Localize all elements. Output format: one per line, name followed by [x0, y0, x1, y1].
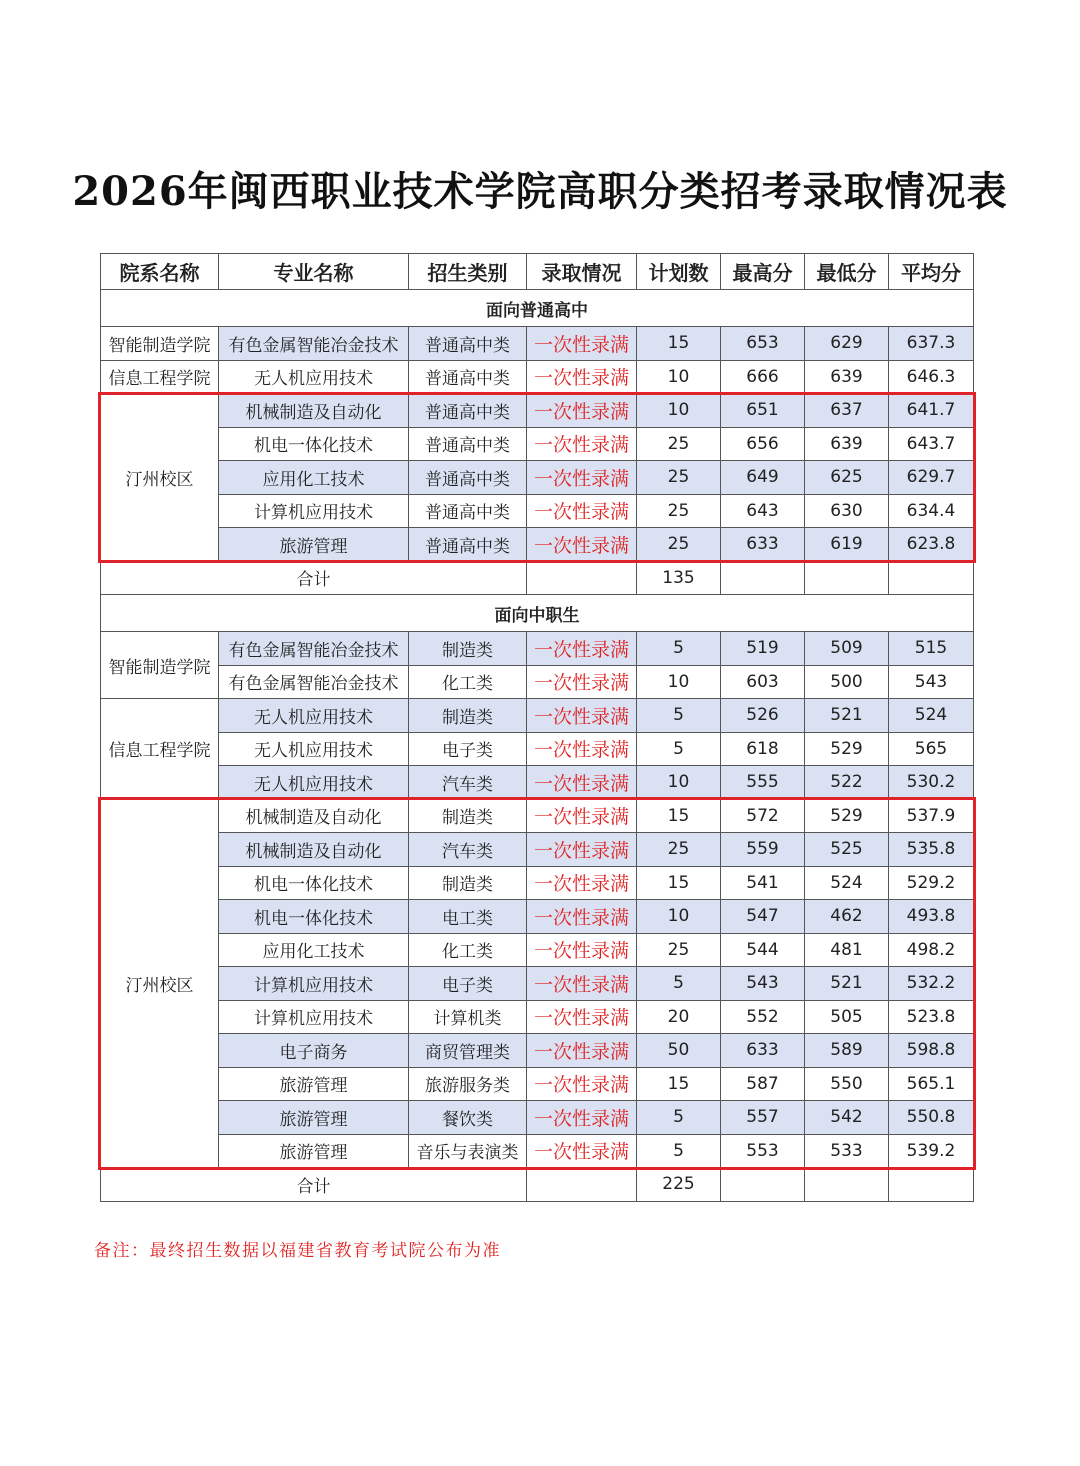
avg-score-cell: 637.3: [889, 327, 974, 361]
major-cell: 有色金属智能冶金技术: [219, 327, 409, 361]
max-score-cell: 603: [721, 665, 805, 699]
major-cell: 旅游管理: [219, 1101, 409, 1135]
status-cell: 一次性录满: [527, 799, 637, 833]
max-score-cell: 651: [721, 394, 805, 428]
category-cell: 制造类: [409, 632, 527, 666]
table-row: [101, 1134, 974, 1168]
plan-cell: 10: [637, 900, 721, 934]
table-row: [101, 327, 974, 361]
min-score-cell: 481: [805, 933, 889, 967]
major-cell: 计算机应用技术: [219, 967, 409, 1001]
table-row: [101, 699, 974, 733]
table-row: [101, 967, 974, 1001]
max-score-cell: 666: [721, 360, 805, 394]
max-score-cell: 547: [721, 900, 805, 934]
total-empty-cell: [805, 1168, 889, 1202]
plan-cell: 25: [637, 427, 721, 461]
status-cell: 一次性录满: [527, 833, 637, 867]
min-score-cell: 639: [805, 360, 889, 394]
major-cell: 计算机应用技术: [219, 1000, 409, 1034]
max-score-cell: 519: [721, 632, 805, 666]
avg-score-cell: 529.2: [889, 866, 974, 900]
admission-table: [100, 253, 974, 1202]
status-cell: 一次性录满: [527, 900, 637, 934]
avg-score-cell: 498.2: [889, 933, 974, 967]
table-row: [101, 1000, 974, 1034]
min-score-cell: 529: [805, 799, 889, 833]
footnote: 备注：最终招生数据以福建省教育考试院公布为准: [94, 1241, 501, 1261]
table-row: [101, 766, 974, 800]
header-max: 最高分: [721, 254, 805, 290]
status-cell: 一次性录满: [527, 1134, 637, 1168]
table-row: [101, 900, 974, 934]
college-cell: 智能制造学院: [101, 632, 219, 699]
category-cell: 餐饮类: [409, 1101, 527, 1135]
plan-cell: 15: [637, 327, 721, 361]
avg-score-cell: 537.9: [889, 799, 974, 833]
category-cell: 汽车类: [409, 833, 527, 867]
category-cell: 普通高中类: [409, 327, 527, 361]
major-cell: 电子商务: [219, 1034, 409, 1068]
category-cell: 制造类: [409, 866, 527, 900]
status-cell: 一次性录满: [527, 360, 637, 394]
status-cell: 一次性录满: [527, 427, 637, 461]
total-empty-cell: [889, 1168, 974, 1202]
status-cell: 一次性录满: [527, 1000, 637, 1034]
total-label: 合计: [101, 561, 527, 595]
major-cell: 应用化工技术: [219, 933, 409, 967]
header-status: 录取情况: [527, 254, 637, 290]
table-row: [101, 866, 974, 900]
min-score-cell: 509: [805, 632, 889, 666]
status-cell: 一次性录满: [527, 394, 637, 428]
max-score-cell: 543: [721, 967, 805, 1001]
major-cell: 无人机应用技术: [219, 766, 409, 800]
avg-score-cell: 539.2: [889, 1134, 974, 1168]
category-cell: 化工类: [409, 933, 527, 967]
avg-score-cell: 535.8: [889, 833, 974, 867]
category-cell: 电工类: [409, 900, 527, 934]
header-college: 院系名称: [101, 254, 219, 290]
max-score-cell: 618: [721, 732, 805, 766]
total-row: [101, 1168, 974, 1202]
min-score-cell: 524: [805, 866, 889, 900]
major-cell: 有色金属智能冶金技术: [219, 632, 409, 666]
plan-cell: 5: [637, 1101, 721, 1135]
plan-cell: 5: [637, 732, 721, 766]
max-score-cell: 649: [721, 461, 805, 495]
status-cell: 一次性录满: [527, 327, 637, 361]
category-cell: 普通高中类: [409, 461, 527, 495]
avg-score-cell: 515: [889, 632, 974, 666]
total-label: 合计: [101, 1168, 527, 1202]
table-row: [101, 494, 974, 528]
total-status-cell: [527, 561, 637, 595]
table-row: [101, 461, 974, 495]
min-score-cell: 533: [805, 1134, 889, 1168]
avg-score-cell: 543: [889, 665, 974, 699]
section-label: 面向普通高中: [101, 290, 974, 327]
plan-cell: 25: [637, 933, 721, 967]
major-cell: 机械制造及自动化: [219, 833, 409, 867]
category-cell: 普通高中类: [409, 494, 527, 528]
college-cell: 汀州校区: [101, 799, 219, 1168]
status-cell: 一次性录满: [527, 494, 637, 528]
category-cell: 制造类: [409, 699, 527, 733]
table-row: [101, 427, 974, 461]
plan-cell: 10: [637, 394, 721, 428]
avg-score-cell: 641.7: [889, 394, 974, 428]
category-cell: 计算机类: [409, 1000, 527, 1034]
category-cell: 旅游服务类: [409, 1067, 527, 1101]
table-row: [101, 632, 974, 666]
avg-score-cell: 646.3: [889, 360, 974, 394]
table-row: [101, 799, 974, 833]
min-score-cell: 550: [805, 1067, 889, 1101]
max-score-cell: 559: [721, 833, 805, 867]
table-row: [101, 665, 974, 699]
max-score-cell: 557: [721, 1101, 805, 1135]
table-row: [101, 528, 974, 562]
table-row: [101, 1034, 974, 1068]
avg-score-cell: 565.1: [889, 1067, 974, 1101]
section-row: [101, 290, 974, 327]
major-cell: 机械制造及自动化: [219, 394, 409, 428]
total-plan: 135: [637, 561, 721, 595]
major-cell: 旅游管理: [219, 528, 409, 562]
plan-cell: 5: [637, 699, 721, 733]
avg-score-cell: 634.4: [889, 494, 974, 528]
status-cell: 一次性录满: [527, 461, 637, 495]
category-cell: 商贸管理类: [409, 1034, 527, 1068]
plan-cell: 25: [637, 528, 721, 562]
major-cell: 旅游管理: [219, 1067, 409, 1101]
plan-cell: 25: [637, 833, 721, 867]
major-cell: 无人机应用技术: [219, 360, 409, 394]
min-score-cell: 630: [805, 494, 889, 528]
min-score-cell: 625: [805, 461, 889, 495]
min-score-cell: 521: [805, 967, 889, 1001]
min-score-cell: 529: [805, 732, 889, 766]
max-score-cell: 656: [721, 427, 805, 461]
category-cell: 普通高中类: [409, 360, 527, 394]
category-cell: 音乐与表演类: [409, 1134, 527, 1168]
min-score-cell: 522: [805, 766, 889, 800]
major-cell: 机械制造及自动化: [219, 799, 409, 833]
header-row: [101, 254, 974, 290]
plan-cell: 10: [637, 665, 721, 699]
status-cell: 一次性录满: [527, 528, 637, 562]
status-cell: 一次性录满: [527, 1101, 637, 1135]
avg-score-cell: 524: [889, 699, 974, 733]
plan-cell: 50: [637, 1034, 721, 1068]
avg-score-cell: 530.2: [889, 766, 974, 800]
status-cell: 一次性录满: [527, 699, 637, 733]
major-cell: 无人机应用技术: [219, 699, 409, 733]
status-cell: 一次性录满: [527, 1067, 637, 1101]
table-row: [101, 394, 974, 428]
min-score-cell: 462: [805, 900, 889, 934]
table-row: [101, 360, 974, 394]
plan-cell: 20: [637, 1000, 721, 1034]
avg-score-cell: 550.8: [889, 1101, 974, 1135]
avg-score-cell: 523.8: [889, 1000, 974, 1034]
min-score-cell: 639: [805, 427, 889, 461]
page-title: 2026年闽西职业技术学院高职分类招考录取情况表: [72, 168, 1008, 215]
category-cell: 制造类: [409, 799, 527, 833]
category-cell: 普通高中类: [409, 394, 527, 428]
min-score-cell: 619: [805, 528, 889, 562]
category-cell: 普通高中类: [409, 427, 527, 461]
major-cell: 有色金属智能冶金技术: [219, 665, 409, 699]
major-cell: 机电一体化技术: [219, 427, 409, 461]
max-score-cell: 643: [721, 494, 805, 528]
plan-cell: 15: [637, 866, 721, 900]
total-empty-cell: [721, 561, 805, 595]
major-cell: 机电一体化技术: [219, 866, 409, 900]
plan-cell: 10: [637, 766, 721, 800]
min-score-cell: 521: [805, 699, 889, 733]
max-score-cell: 526: [721, 699, 805, 733]
avg-score-cell: 623.8: [889, 528, 974, 562]
avg-score-cell: 629.7: [889, 461, 974, 495]
max-score-cell: 572: [721, 799, 805, 833]
plan-cell: 5: [637, 632, 721, 666]
major-cell: 计算机应用技术: [219, 494, 409, 528]
section-label: 面向中职生: [101, 595, 974, 632]
min-score-cell: 525: [805, 833, 889, 867]
status-cell: 一次性录满: [527, 933, 637, 967]
min-score-cell: 505: [805, 1000, 889, 1034]
category-cell: 化工类: [409, 665, 527, 699]
avg-score-cell: 598.8: [889, 1034, 974, 1068]
total-empty-cell: [805, 561, 889, 595]
avg-score-cell: 643.7: [889, 427, 974, 461]
major-cell: 旅游管理: [219, 1134, 409, 1168]
max-score-cell: 653: [721, 327, 805, 361]
college-cell: 信息工程学院: [101, 360, 219, 394]
category-cell: 汽车类: [409, 766, 527, 800]
college-cell: 汀州校区: [101, 394, 219, 562]
min-score-cell: 500: [805, 665, 889, 699]
plan-cell: 15: [637, 1067, 721, 1101]
max-score-cell: 552: [721, 1000, 805, 1034]
table-row: [101, 1067, 974, 1101]
status-cell: 一次性录满: [527, 632, 637, 666]
max-score-cell: 555: [721, 766, 805, 800]
table-row: [101, 933, 974, 967]
plan-cell: 25: [637, 494, 721, 528]
header-min: 最低分: [805, 254, 889, 290]
category-cell: 电子类: [409, 732, 527, 766]
plan-cell: 5: [637, 1134, 721, 1168]
total-plan: 225: [637, 1168, 721, 1202]
status-cell: 一次性录满: [527, 766, 637, 800]
category-cell: 电子类: [409, 967, 527, 1001]
min-score-cell: 637: [805, 394, 889, 428]
header-avg: 平均分: [889, 254, 974, 290]
header-major: 专业名称: [219, 254, 409, 290]
section-row: [101, 595, 974, 632]
plan-cell: 15: [637, 799, 721, 833]
max-score-cell: 553: [721, 1134, 805, 1168]
category-cell: 普通高中类: [409, 528, 527, 562]
max-score-cell: 633: [721, 1034, 805, 1068]
table-row: [101, 833, 974, 867]
status-cell: 一次性录满: [527, 866, 637, 900]
total-empty-cell: [721, 1168, 805, 1202]
header-category: 招生类别: [409, 254, 527, 290]
table-row: [101, 1101, 974, 1135]
status-cell: 一次性录满: [527, 1034, 637, 1068]
plan-cell: 25: [637, 461, 721, 495]
major-cell: 无人机应用技术: [219, 732, 409, 766]
min-score-cell: 629: [805, 327, 889, 361]
total-empty-cell: [889, 561, 974, 595]
table-body: [101, 290, 974, 1202]
avg-score-cell: 532.2: [889, 967, 974, 1001]
status-cell: 一次性录满: [527, 732, 637, 766]
max-score-cell: 587: [721, 1067, 805, 1101]
plan-cell: 5: [637, 967, 721, 1001]
college-cell: 智能制造学院: [101, 327, 219, 361]
status-cell: 一次性录满: [527, 967, 637, 1001]
total-status-cell: [527, 1168, 637, 1202]
total-row: [101, 561, 974, 595]
table-row: [101, 732, 974, 766]
college-cell: 信息工程学院: [101, 699, 219, 800]
min-score-cell: 542: [805, 1101, 889, 1135]
min-score-cell: 589: [805, 1034, 889, 1068]
avg-score-cell: 493.8: [889, 900, 974, 934]
header-plan: 计划数: [637, 254, 721, 290]
major-cell: 机电一体化技术: [219, 900, 409, 934]
max-score-cell: 544: [721, 933, 805, 967]
max-score-cell: 541: [721, 866, 805, 900]
max-score-cell: 633: [721, 528, 805, 562]
plan-cell: 10: [637, 360, 721, 394]
status-cell: 一次性录满: [527, 665, 637, 699]
avg-score-cell: 565: [889, 732, 974, 766]
major-cell: 应用化工技术: [219, 461, 409, 495]
